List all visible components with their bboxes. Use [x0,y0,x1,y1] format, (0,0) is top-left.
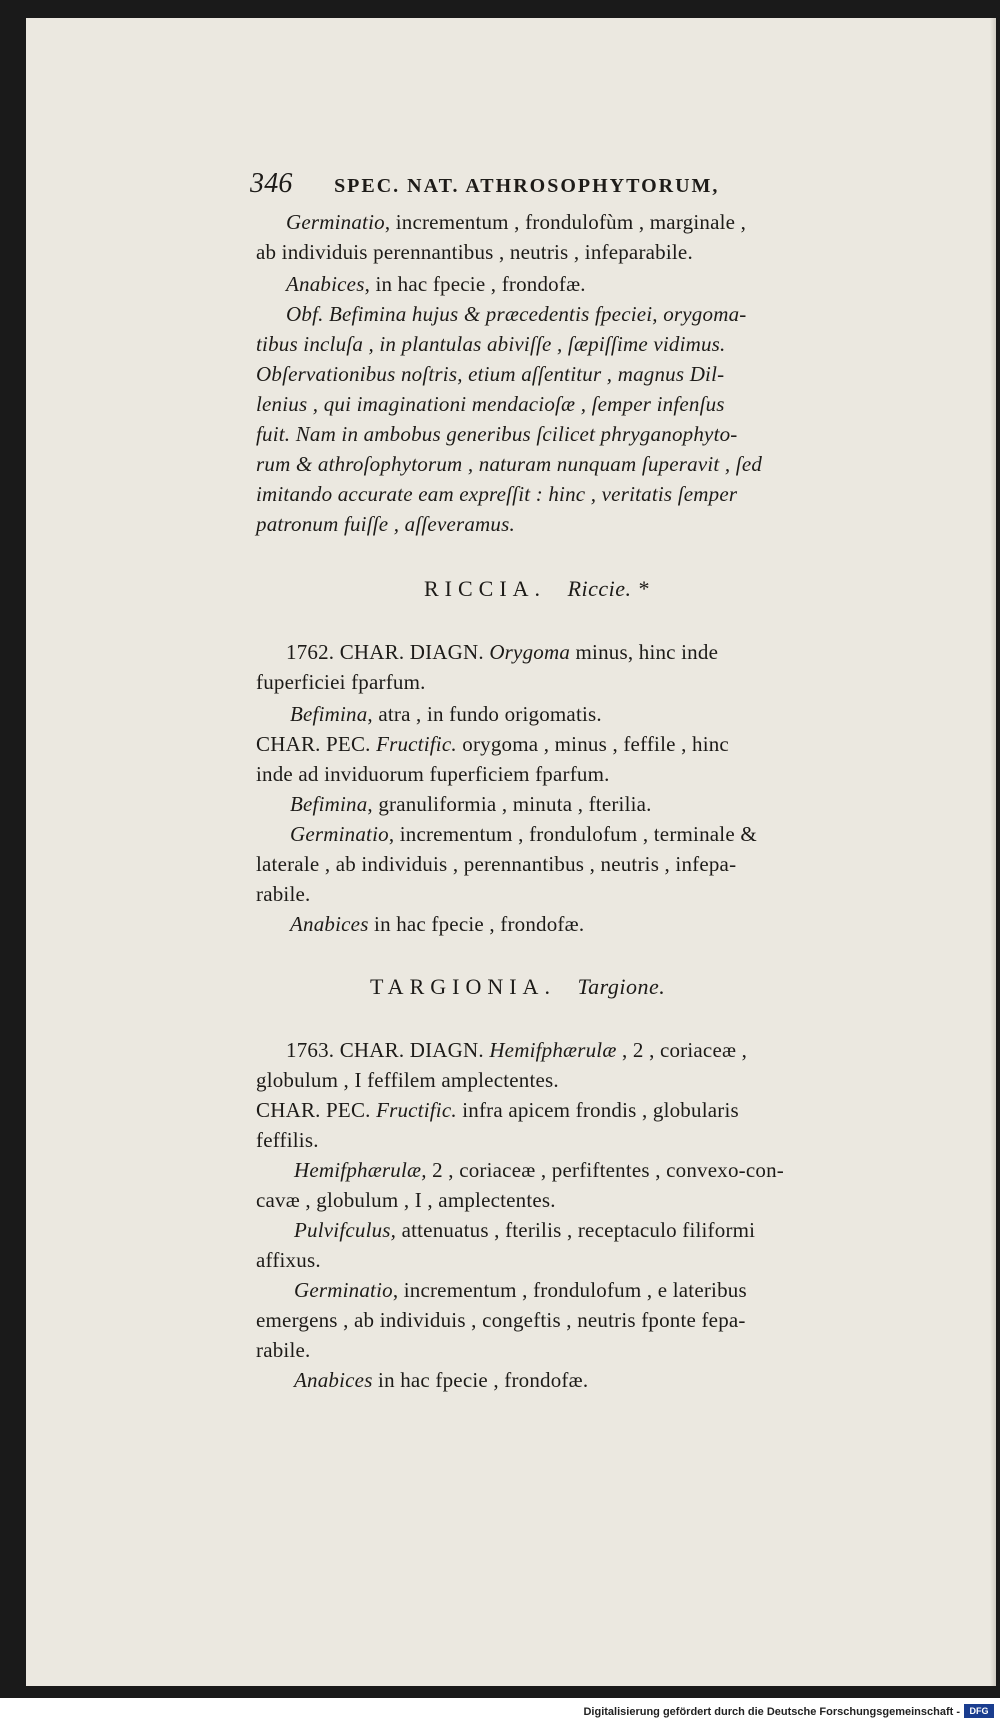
page-number: 346 [250,168,293,199]
text-line: Germinatio, incrementum , frondulofum , terminale & [290,822,757,846]
text-line: rabile. [256,882,311,906]
genus-title-riccia: RICCIA. Riccie. * [424,576,650,601]
char-diagn-line: 1762. CHAR. DIAGN. Orygoma minus, hinc inde [286,640,719,664]
text-line: Anabices in hac fpecie , frondofæ. [294,1368,589,1392]
text-line: globulum , I feffilem amplectentes. [256,1068,559,1092]
obs-line: tibus incluſa , in plantulas abiviſſe , ſæpiſſime vidimus. [256,332,726,356]
running-header [250,168,719,200]
obs-line: imitando accurate eam expreſſit : hinc , veritatis ſemper [256,482,738,506]
obs-line: rum & athroſophytorum , naturam nunquam ſuperavit , ſed [256,452,763,476]
text-line: affixus. [256,1248,321,1272]
obs-line: patronum fuiſſe , aſſeveramus. [256,512,515,536]
char-pec-line: CHAR. PEC. Fructific. orygoma , minus , feffile , hinc [256,732,729,756]
text-line: Germinatio, incrementum , frondulofum , e lateribus [294,1278,747,1302]
text-line: feffilis. [256,1128,319,1152]
text-line: inde ad inviduorum fuperficiem fparfum. [256,762,610,786]
text-line: Anabices, in hac fpecie , frondofæ. [286,272,586,296]
text-line: Anabices in hac fpecie , frondofæ. [290,912,585,936]
funding-credit: Digitalisierung gefördert durch die Deutsche Forschungsgemeinschaft - [583,1706,960,1718]
text-line: rabile. [256,1338,311,1362]
text-line: Befimina, atra , in fundo origomatis. [290,702,602,726]
text-line: Germinatio, incrementum , frondulofùm , marginale , [286,210,747,234]
text-line: cavæ , globulum , I , amplectentes. [256,1188,556,1212]
char-pec-line: CHAR. PEC. Fructific. infra apicem frondis , globularis [256,1098,739,1122]
text-line: Befimina, granuliformia , minuta , fterilia. [290,792,652,816]
text-line: laterale , ab individuis , perennantibus , neutris , infepa- [256,852,737,876]
obs-line: fuit. Nam in ambobus generibus ſcilicet phryganophyto- [256,422,738,446]
running-title: SPEC. NAT. ATHROSOPHYTORUM, [334,175,720,197]
text-line: fuperficiei fparfum. [256,670,426,694]
obs-line: lenius , qui imaginationi mendacioſæ , ſemper infenſus [256,392,725,416]
text-line: ab individuis perennantibus , neutris , infeparabile. [256,240,693,264]
genus-title-targionia: TARGIONIA. Targione. [370,974,666,999]
text-line: emergens , ab individuis , congeftis , neutris fponte fepa- [256,1308,746,1332]
char-diagn-line: 1763. CHAR. DIAGN. Hemifphærulæ , 2 , coriaceæ , [286,1038,748,1062]
text-line: Pulvifculus, attenuatus , fterilis , receptaculo filiformi [294,1218,756,1242]
text-line: Hemifphærulæ, 2 , coriaceæ , perfiftentes , convexo-con- [294,1158,784,1182]
obs-line: Obſervationibus noſtris, etium aſſentitur , magnus Dil- [256,362,725,386]
dfg-logo: DFG [964,1704,994,1718]
obs-line: Obf. Befimina hujus & præcedentis fpeciei, orygoma- [286,302,747,326]
